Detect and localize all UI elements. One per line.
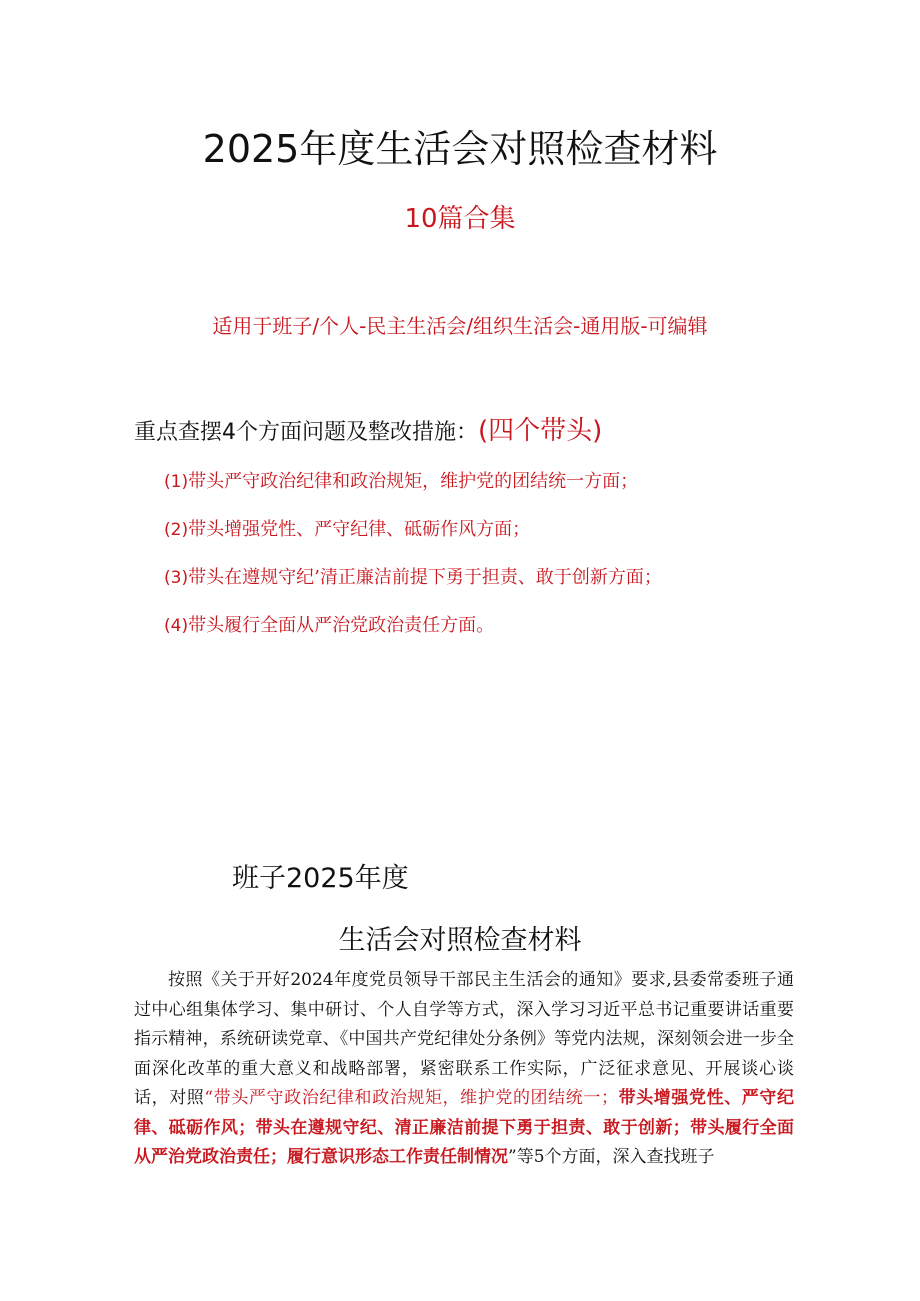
focus-heading — [134, 410, 602, 447]
focus-point-3 — [164, 564, 662, 612]
body-quote-end: ” — [508, 1147, 517, 1167]
point-number: (4) — [164, 616, 189, 636]
point-number: (2) — [164, 520, 189, 540]
point-text: 带头严守政治纪律和政治规矩，维护党的团结统一方面； — [188, 471, 639, 492]
focus-tag: (四个带头) — [478, 416, 603, 446]
body-text-a: 按照《关于开好2024年度党员领导干部民主生活会的通知》要求,县委常委班子通过中心组集体学习、集中研讨、个人自学等方式，深入学习习近平总书记重要讲话重要指示精神，系统研读党章、《中国共产党纪律处分条例》等党内法规，深刻领会进一步全面深化改革的重大意义和战略部署，紧密联系工作实际，广泛征求意见、开展谈心谈话，对照 — [134, 970, 794, 1108]
focus-point-2 — [164, 516, 662, 564]
section-title-line2 — [0, 918, 920, 957]
focus-point-1 — [164, 468, 662, 516]
point-text: 带头在遵规守纪’清正廉洁前提下勇于担责、敢于创新方面； — [188, 567, 662, 588]
point-text: 带头增强党性、严守纪律、砥砺作风方面； — [188, 519, 531, 540]
body-red-bold: 带头增强党性、严守纪律、砥砺作风；带头在遵规守纪、清正廉洁前提下勇于担责、敢于创新；带头履行全面从严治党政治责任；履行意识形态工作责任制情况 — [134, 1088, 795, 1167]
body-paragraph — [134, 966, 794, 1173]
focus-label: 重点查摆4个方面问题及整改措施： — [134, 420, 478, 445]
section-title-text: 生活会对照检查材料 — [338, 925, 582, 956]
point-number: (3) — [164, 568, 189, 588]
applies-to-note: 适用于班子/个人-民主生活会/组织生活会-通用版-可编辑 — [212, 314, 708, 338]
document-subtitle: 10篇合集 — [404, 204, 516, 234]
body-red-quote-start: “带头严守政治纪律和政治规矩，维护党的团结统一； — [204, 1088, 618, 1108]
point-text: 带头履行全面从严治党政治责任方面。 — [188, 615, 495, 636]
focus-point-4 — [164, 612, 662, 660]
point-number: (1) — [164, 472, 189, 492]
body-text-b: 等5个方面，深入查找班子 — [516, 1147, 715, 1167]
document-title: 2025年度生活会对照检查材料 — [202, 127, 718, 171]
section-title-line1: 班子2025年度 — [232, 863, 409, 894]
focus-points-list — [164, 468, 662, 660]
